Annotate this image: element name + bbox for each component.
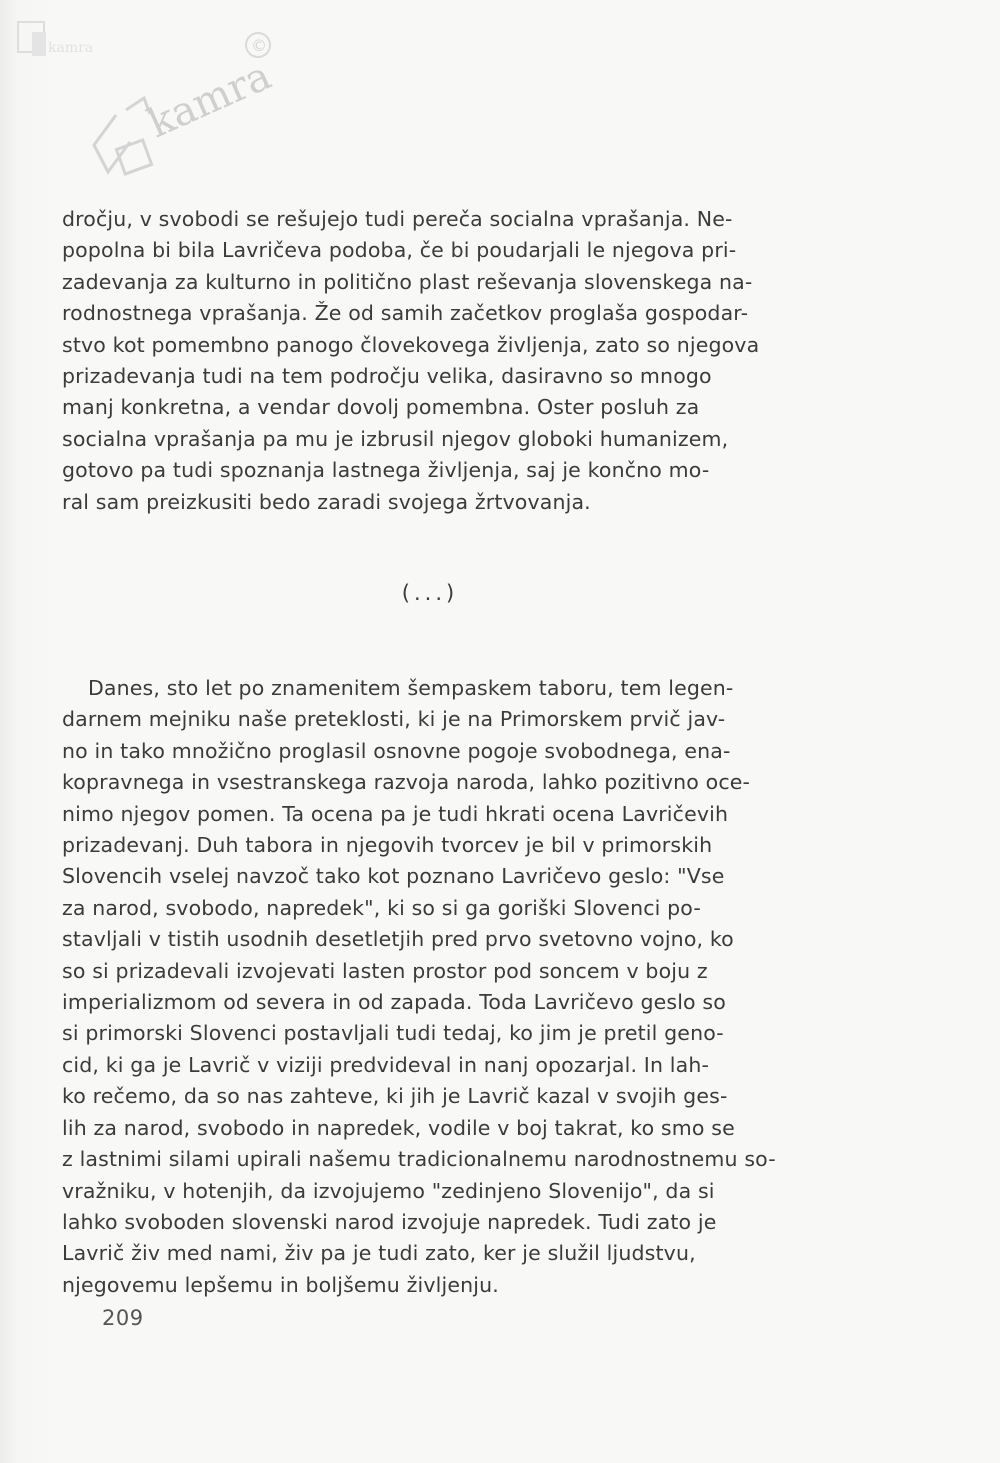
text-line: lahko svoboden slovenski narod izvojuje napredek. Tudi zato je (62, 1209, 717, 1234)
paragraph-2 (62, 673, 852, 1301)
text-line: kopravnega in vsestranskega razvoja naroda, lahko pozitivno oce- (62, 770, 751, 795)
text-line: Danes, sto let po znamenitem šempaskem taboru, tem legen- (88, 676, 734, 700)
watermark-logo-icon (94, 115, 130, 172)
text-line: manj konkretna, a vendar dovolj pomembna. Oster posluh za (62, 395, 700, 420)
text-line: socialna vprašanja pa mu je izbrusil njegov globoki humanizem, (62, 426, 729, 451)
text-line: imperializmom od severa in od zapada. Toda Lavričevo geslo so (62, 990, 726, 1015)
text-line: popolna bi bila Lavričeva podoba, če bi poudarjali le njegova pri- (62, 238, 737, 263)
text-line: prizadevanja tudi na tem področju velika, dasiravno so mnogo (62, 364, 712, 389)
page-number: 209 (102, 1306, 144, 1330)
text-line: nimo njegov pomen. Ta ocena pa je tudi hkrati ocena Lavričevih (62, 801, 729, 826)
text-line: vražniku, v hotenjih, da izvojujemo "zedinjeno Slovenijo", da si (62, 1178, 715, 1203)
text-line: ral sam preizkusiti bedo zaradi svojega žrtvovanja. (62, 489, 591, 514)
text-line: darnem mejniku naše preteklosti, ki je na Primorskem prvič jav- (62, 707, 726, 732)
main-watermark-label: kamra (141, 52, 278, 148)
text-line: gotovo pa tudi spoznanja lastnega življenja, saj je končno mo- (62, 458, 710, 483)
text-line: si primorski Slovenci postavljali tudi tedaj, ko jim je pretil geno- (62, 1021, 724, 1046)
text-line: stavljali v tistih usodnih desetletjih pred prvo svetovno vojno, ko (62, 927, 734, 952)
copyright-symbol: © (251, 36, 267, 55)
text-line: prizadevanj. Duh tabora in njegovih tvorcev je bil v primorskih (62, 833, 713, 858)
text-line: cid, ki ga je Lavrič v viziji predvideval in nanj opozarjal. In lah- (62, 1052, 710, 1077)
text-line: lih za narod, svobodo in napredek, vodile v boj takrat, ko smo se (62, 1115, 735, 1140)
text-line: dročju, v svobodi se rešujejo tudi pereča socialna vprašanja. Ne- (62, 207, 733, 231)
paragraph-1 (62, 204, 852, 518)
text-line: njegovemu lepšemu in boljšemu življenju. (62, 1272, 499, 1297)
text-line: za narod, svobodo, napredek", ki so si ga goriški Slovenci po- (62, 895, 701, 920)
section-break-ellipsis: (...) (401, 581, 459, 605)
text-line: zadevanja za kulturno in politično plast reševanja slovenskega na- (62, 269, 753, 294)
text-line: no in tako množično proglasil osnovne pogoje svobodnega, ena- (62, 738, 731, 763)
text-line: stvo kot pomembno panogo človekovega življenja, zato so njegova (62, 332, 760, 357)
text-line: Slovencih vselej navzoč tako kot poznano Lavričevo geslo: "Vse (62, 864, 725, 889)
text-line: so si prizadevali izvojevati lasten prostor pod soncem v boju z (62, 958, 708, 983)
kamra-watermark-logo (86, 36, 306, 210)
text-line: Lavrič živ med nami, živ pa je tudi zato, ker je služil ljudstvu, (62, 1241, 696, 1266)
text-line: ko rečemo, da so nas zahteve, ki jih je Lavrič kazal v svojih ges- (62, 1084, 728, 1109)
corner-watermark-label: kamra (48, 40, 94, 56)
text-line: z lastnimi silami upirali našemu tradicionalnemu narodnostnemu so- (62, 1147, 776, 1172)
text-line: rodnostnega vprašanja. Že od samih začetkov proglaša gospodar- (62, 301, 749, 326)
